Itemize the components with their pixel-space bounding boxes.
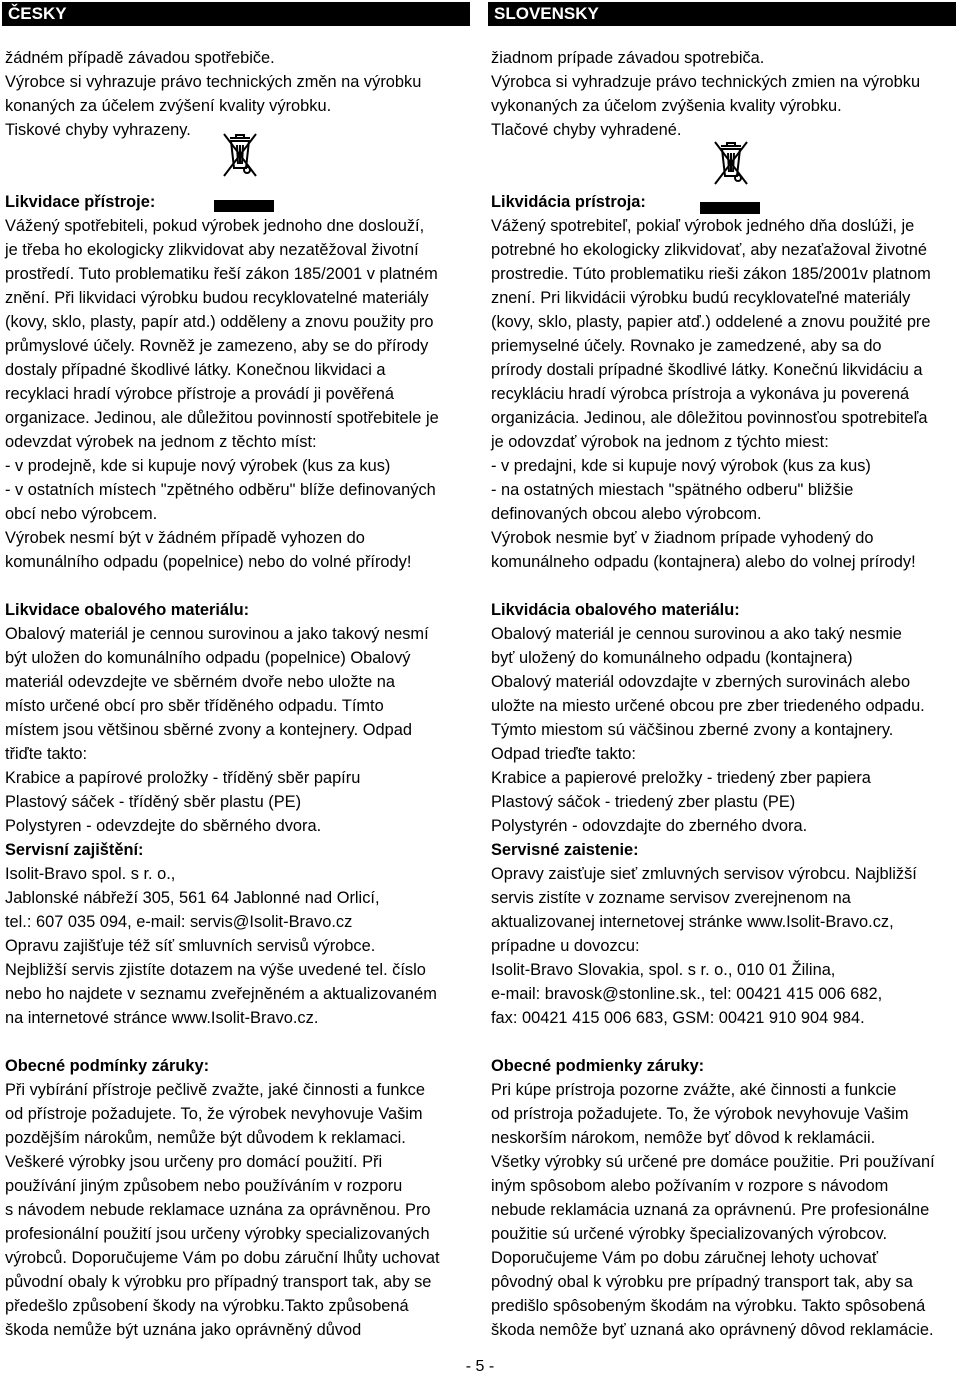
text-line: komunálního odpadu (popelnice) nebo do volné přírody! — [5, 553, 412, 571]
text-line: - v prodejně, kde si kupuje nový výrobek (kus za kus) — [5, 457, 391, 475]
text-line: recyklaci hradí výrobce přístroje a provádí ji pověřená — [5, 385, 395, 403]
text-line: Výrobek nesmí být v žádném případě vyhozen do — [5, 529, 365, 547]
disposal-text-cs — [5, 214, 470, 574]
text-line: výrobců. Doporučujeme Vám po dobu záruční lhůty uchovat — [5, 1249, 440, 1267]
text-line: Opravu zajišťuje též síť smluvních servisů výrobce. — [5, 937, 376, 955]
warranty-text-sk — [491, 1078, 956, 1342]
text-line: definovaných obcou alebo výrobcom. — [491, 505, 762, 523]
text-line: od přístroje požadujete. To, že výrobek nevyhovuje Vašim — [5, 1105, 423, 1123]
text-line: Veškeré výrobky jsou určeny pro domácí použití. Při — [5, 1153, 383, 1171]
text-line: komunálneho odpadu (kontajnera) alebo do volnej prírody! — [491, 553, 916, 571]
service-title-sk: Servisné zaistenie: — [491, 841, 639, 859]
text-line: Vážený spotřebiteli, pokud výrobek jednoho dne doslouží, — [5, 217, 425, 235]
text-line: profesionální použití jsou určeny výrobky specializovaných — [5, 1225, 430, 1243]
text-line: průmyslové účely. Rovněž je zamezeno, aby se do přírody — [5, 337, 429, 355]
text-line: Nejbližší servis zjistíte dotazem na výše uvedené tel. číslo — [5, 961, 426, 979]
text-line: Krabice a papírové proložky - tříděný sběr papíru — [5, 769, 361, 787]
text-line: predišlo spôsobeným škodám na výrobku. Takto spôsobená — [491, 1297, 926, 1315]
text-line: potrebné ho ekologicky zlikvidovať, aby nezaťažoval životné — [491, 241, 927, 259]
text-line: Plastový sáčok - triedený zber plastu (PE) — [491, 793, 796, 811]
text-line: - v ostatních místech "zpětného odběru" blíže definovaných — [5, 481, 436, 499]
disposal-text-sk — [491, 214, 956, 574]
text-line: Polystyren - odevzdejte do sběrného dvora. — [5, 817, 322, 835]
text-line: Všetky výrobky sú určené pre domáce použitie. Pri používaní — [491, 1153, 935, 1171]
text-line: místem jsou většinou sběrné zvony a kontejnery. Odpad — [5, 721, 412, 739]
text-line: místo určené obcí pro sběr tříděného odpadu. Tímto — [5, 697, 384, 715]
text-line: Isolit-Bravo Slovakia, spol. s r. o., 010 01 Žilina, — [491, 961, 836, 979]
text-line: třiďte takto: — [5, 745, 88, 763]
text-line: odevzdat výrobek na jednom z těchto míst: — [5, 433, 317, 451]
text-line: prípadne u dovozcu: — [491, 937, 640, 955]
text-line: škoda nemôže byť uznaná ako oprávnený dôvod reklamácie. — [491, 1321, 934, 1339]
intro-block-sk — [491, 46, 956, 142]
text-line: uložte na miesto určené obcou pre zber triedeného odpadu. — [491, 697, 925, 715]
text-line: žádném případě závadou spotřebiče. — [5, 49, 275, 67]
text-line: Vážený spotrebiteľ, pokiaľ výrobok jedného dňa doslúži, je — [491, 217, 915, 235]
text-line: Tiskové chyby vyhrazeny. — [5, 121, 191, 139]
text-line: škoda nemůže být uznána jako oprávněný důvod — [5, 1321, 362, 1339]
text-line: Polystyrén - odovzdajte do zberného dvora. — [491, 817, 808, 835]
service-text-sk — [491, 862, 956, 1030]
text-line: je třeba ho ekologicky zlikvidovat aby nezatěžoval životní — [5, 241, 419, 259]
text-line: - v predajni, kde si kupuje nový výrobok (kus za kus) — [491, 457, 871, 475]
text-line: žiadnom prípade závadou spotrebiča. — [491, 49, 765, 67]
text-line: s návodem nebude reklamace uznána za oprávněnou. Pro — [5, 1201, 431, 1219]
service-text-cs — [5, 862, 470, 1030]
warranty-text-cs — [5, 1078, 470, 1342]
text-line: původní obaly k výrobku pro případný transport tak, aby se — [5, 1273, 432, 1291]
weee-bar-sk — [700, 202, 760, 214]
text-line: Výrobok nesmie byť v žiadnom prípade vyhodený do — [491, 529, 874, 547]
text-line: - na ostatných miestach "spätného odberu" bližšie — [491, 481, 854, 499]
text-line: prostředí. Tuto problematiku řeší zákon 185/2001 v platném — [5, 265, 438, 283]
service-title-cs: Servisní zajištění: — [5, 841, 144, 859]
text-line: předešlo způsobení škody na výrobku.Takto způsobená — [5, 1297, 409, 1315]
text-line: použitie sú určené výrobky špecializovaných výrobcov. — [491, 1225, 887, 1243]
disposal-title-cs: Likvidace přístroje: — [5, 193, 156, 211]
text-line: nebude reklamácia uznaná za oprávnenú. Pre profesionálne — [491, 1201, 930, 1219]
text-line: Jablonské nábřeží 305, 561 64 Jablonné nad Orlicí, — [5, 889, 380, 907]
text-line: neskorším nárokom, nemôže byť dôvod k reklamácii. — [491, 1129, 876, 1147]
crossed-out-wheelie-bin-icon — [216, 130, 264, 180]
text-line: Výrobce si vyhrazuje právo technických změn na výrobku — [5, 73, 422, 91]
text-line: Opravy zaisťuje sieť zmluvných servisov výrobcu. Najbližší — [491, 865, 917, 883]
text-line: prostredie. Túto problematiku rieši zákon 185/2001v platnom — [491, 265, 931, 283]
language-header-cs: ČESKY — [2, 2, 470, 26]
text-line: pôvodný obal k výrobku pre prípadný transport tak, aby sa — [491, 1273, 913, 1291]
warranty-title-sk: Obecné podmienky záruky: — [491, 1057, 705, 1075]
text-line: být uložen do komunálního odpadu (popelnice) Obalový — [5, 649, 411, 667]
text-line: (kovy, sklo, plasty, papír atd.) odděleny a znovu použity pro — [5, 313, 434, 331]
text-line: dostaly případné škodlivé látky. Konečnou likvidaci a — [5, 361, 386, 379]
text-line: znení. Pri likvidácii výrobku budú recyklovateľné materiály — [491, 289, 911, 307]
text-line: tel.: 607 035 094, e-mail: servis@Isolit-Bravo.cz — [5, 913, 353, 931]
text-line: Týmto miestom sú väčšinou zberné zvony a kontajnery. — [491, 721, 894, 739]
packaging-text-sk — [491, 622, 956, 838]
page-number: - 5 - — [465, 1358, 495, 1375]
language-header-sk: SLOVENSKY — [488, 2, 956, 26]
text-line: pozdějším nárokům, nemůže být důvodem k reklamaci. — [5, 1129, 406, 1147]
text-line: Obalový materiál je cennou surovinou a jako takový nesmí — [5, 625, 429, 643]
text-line: nebo ho najdete v seznamu zveřejněném a aktualizovaném — [5, 985, 437, 1003]
disposal-title-sk: Likvidácia prístroja: — [491, 193, 646, 211]
text-line: priemyselné účely. Rovnako je zamedzené, aby sa do — [491, 337, 882, 355]
text-line: konaných za účelem zvýšení kvality výrobku. — [5, 97, 332, 115]
text-line: recykláciu hradí výrobca prístroja a vykonáva ju poverená — [491, 385, 910, 403]
text-line: Krabice a papierové preložky - triedený zber papiera — [491, 769, 871, 787]
text-line: znění. Při likvidaci výrobku budou recyklovatelné materiály — [5, 289, 429, 307]
text-line: iným spôsobom alebo požívaním v rozpore s návodom — [491, 1177, 889, 1195]
text-line: e-mail: bravosk@stonline.sk., tel: 00421 415 006 682, — [491, 985, 883, 1003]
text-line: organizácia. Jedinou, ale dôležitou povinnosťou spotrebiteľa — [491, 409, 928, 427]
text-line: fax: 00421 415 006 683, GSM: 00421 910 904 984. — [491, 1009, 865, 1027]
text-line: servis zistíte v zozname servisov zverejnenom na — [491, 889, 851, 907]
text-line: od prístroja požadujete. To, že výrobok nevyhovuje Vašim — [491, 1105, 909, 1123]
text-line: aktualizovanej internetovej stránke www.Isolit-Bravo.cz, — [491, 913, 894, 931]
text-line: Obalový materiál odovzdajte v zberných surovinách alebo — [491, 673, 911, 691]
text-line: je odovzdať výrobok na jednom z týchto miest: — [491, 433, 829, 451]
packaging-text-cs — [5, 622, 470, 838]
crossed-out-wheelie-bin-icon — [707, 138, 755, 188]
text-line: obcí nebo výrobcem. — [5, 505, 158, 523]
text-line: organizace. Jedinou, ale důležitou povinností spotřebitele je — [5, 409, 439, 427]
text-line: Plastový sáček - tříděný sběr plastu (PE) — [5, 793, 302, 811]
text-line: Pri kúpe prístroja pozorne zvážte, aké činnosti a funkcie — [491, 1081, 897, 1099]
weee-bar-cs — [214, 200, 274, 212]
text-line: Doporučujeme Vám po dobu záručnej lehoty uchovať — [491, 1249, 879, 1267]
text-line: prírody dostali prípadné škodlivé látky. Konečnú likvidáciu a — [491, 361, 923, 379]
text-line: byť uložený do komunálneho odpadu (kontajnera) — [491, 649, 853, 667]
text-line: Isolit-Bravo spol. s r. o., — [5, 865, 176, 883]
text-line: používání jiným způsobem nebo používáním v rozporu — [5, 1177, 403, 1195]
packaging-title-cs: Likvidace obalového materiálu: — [5, 601, 250, 619]
text-line: Tlačové chyby vyhradené. — [491, 121, 682, 139]
text-line: na internetové stránce www.Isolit-Bravo.cz. — [5, 1009, 319, 1027]
packaging-title-sk: Likvidácia obalového materiálu: — [491, 601, 740, 619]
text-line: Při vybírání přístroje pečlivě zvažte, jaké činnosti a funkce — [5, 1081, 425, 1099]
text-line: Výrobca si vyhradzuje právo technických zmien na výrobku — [491, 73, 921, 91]
intro-block-cs — [5, 46, 470, 142]
text-line: (kovy, sklo, plasty, papier atď.) oddelené a znovu použité pre — [491, 313, 931, 331]
warranty-title-cs: Obecné podmínky záruky: — [5, 1057, 210, 1075]
text-line: Odpad trieďte takto: — [491, 745, 636, 763]
text-line: materiál odevzdejte ve sběrném dvoře nebo uložte na — [5, 673, 395, 691]
text-line: Obalový materiál je cennou surovinou a ako taký nesmie — [491, 625, 902, 643]
text-line: vykonaných za účelom zvýšenia kvality výrobku. — [491, 97, 842, 115]
